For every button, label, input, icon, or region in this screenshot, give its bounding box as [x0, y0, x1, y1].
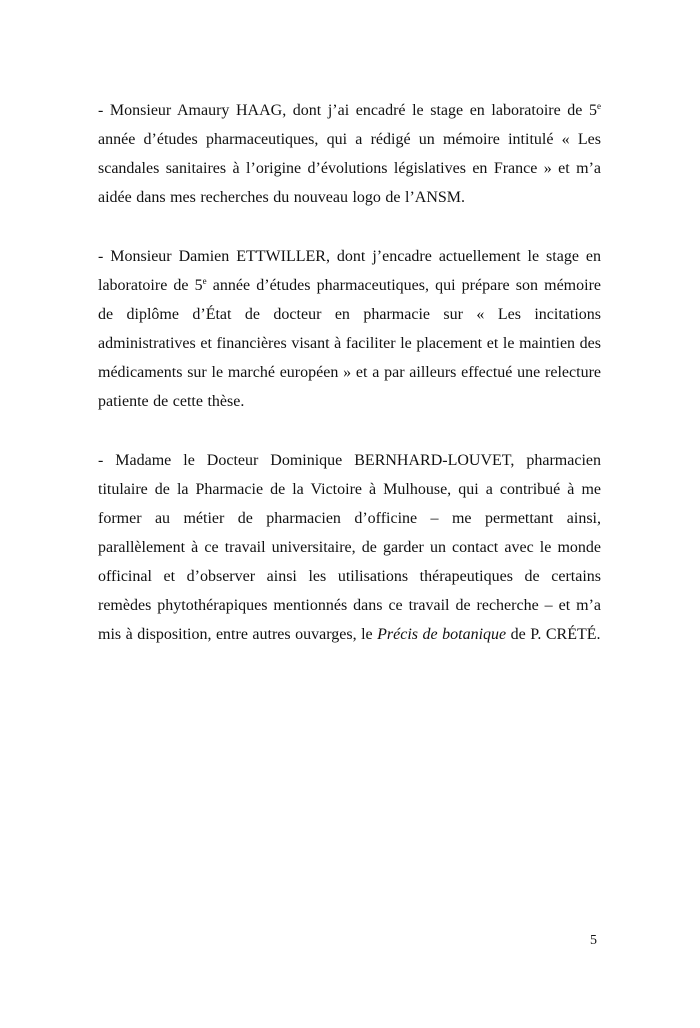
acknowledgement-paragraph-bernhard-louvet	[98, 446, 601, 649]
paragraph-text: - Monsieur Damien ETTWILLER, dont j’encadre actuellement le stage en laboratoire de 5	[98, 248, 601, 294]
paragraph-text: - Madame le Docteur Dominique BERNHARD-LOUVET, pharmacien titulaire de la Pharmacie de la Victoire à Mulhouse, qui a contribué à me former au métier de pharmacien d’officine – me permettant ainsi, parallèlement à ce travail universitaire, de garder un contact avec le monde officinal et d’observer ainsi les utilisations thérapeutiques de certains remèdes phytothérapiques mentionnés dans ce travail de recherche – et m’a mis à disposition, entre autres ouvarges, le	[98, 452, 601, 643]
superscript-ordinal: e	[202, 276, 207, 286]
paragraph-text: année d’études pharmaceutiques, qui a rédigé un mémoire intitulé « Les scandales sanitaires à l’origine d’évolutions législatives en France » et m’a aidée dans mes recherches du nouveau logo de l’ANSM.	[98, 131, 601, 206]
acknowledgement-paragraph-haag	[98, 96, 601, 212]
acknowledgement-paragraph-ettwiller	[98, 242, 601, 416]
acknowledgements-body	[98, 96, 601, 679]
page-number: 5	[590, 933, 597, 948]
book-title: Précis de botanique	[377, 626, 507, 643]
paragraph-text: de P. CRÉTÉ.	[506, 626, 601, 643]
paragraph-text: - Monsieur Amaury HAAG, dont j’ai encadré le stage en laboratoire de 5	[98, 102, 597, 119]
paragraph-text: année d’études pharmaceutiques, qui prépare son mémoire de diplôme d’État de docteur en pharmacie sur « Les incitations administratives et financières visant à faciliter le placement et le maintien des médicaments sur le marché européen » et a par ailleurs effectué une relecture patiente de cette thèse.	[98, 277, 602, 410]
superscript-ordinal: e	[597, 101, 601, 111]
